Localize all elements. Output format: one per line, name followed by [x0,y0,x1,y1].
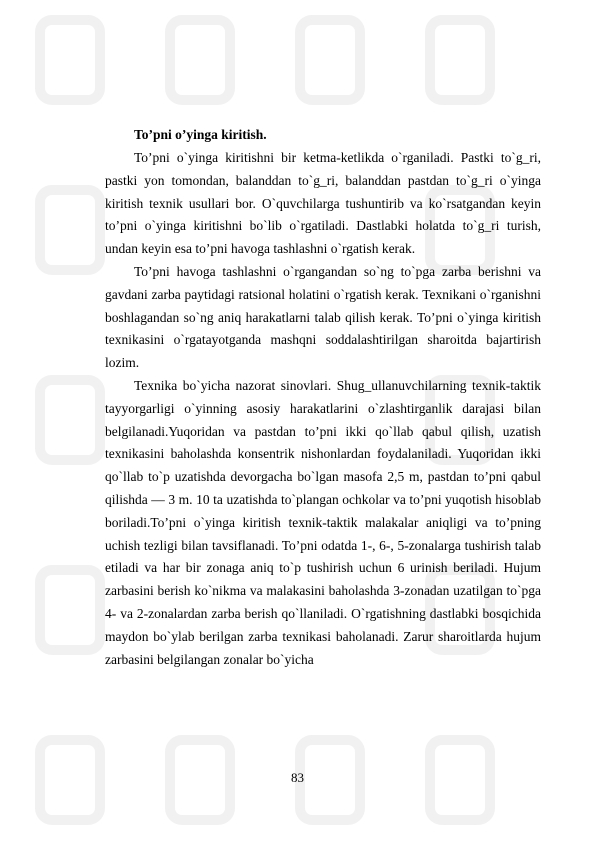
paragraph-1: To’pni o`yinga kiritishni bir ketma-ketlikda o`rganiladi. Pastki to`g_ri, pastki yon tomondan, balanddan to`g_ri, balanddan pastdan to`g_ri o`yinga kiritish texnik usullari bor. O`quvchilarga tushuntirib va ko`rsatgandan keyin to’pni o`yinga kiritishni bo`lib o`rgatiladi. Dastlabki holatda to`g_ri turish, undan keyin esa to’pni havoga tashlashni o`rgatish kerak. [105,150,541,257]
section-heading: To’pni o’yinga kiritish. [134,127,267,142]
paragraph-2: To’pni havoga tashlashni o`rgangandan so`ng to`pga zarba berishni va gavdani zarba paytidagi ratsional holatini o`rgatish kerak. Texnikani o`rganishni boshlagandan so`ng aniq harakatlarni talab qilish kerak. To’pni o`yinga kiritish texnikasini o`rgatayotganda mashqni soddalashtirilgan sharoitda bajartirish lozim. [105,263,541,371]
page-number: 83 [291,770,304,785]
document-body [105,125,541,671]
paragraph-3: Texnika bo`yicha nazorat sinovlari. Shug_ullanuvchilarning texnik-taktik tayyorgarligi o`yinning asosiy harakatlarini o`zlashtirganlik darajasi bilan belgilanadi.Yuqoridan va pastdan to’pni ikki qo`llab qabul qilish, uzatish texnikasini baholashda konsentrik nishonlardan foydalaniladi. Yuqoridan ikki qo`llab to`p uzatishda devorgacha bo`lgan masofa 2,5 m, pastdan to’pni qabul qilishda — 3 m. 10 ta uzatishda to`plangan ochkolar va to’pni yuqotish hisoblab boriladi.To’pni o`yinga kiritish texnik-taktik malakalar aniqligi va to’pning uchish tezligi bilan tavsiflanadi. To’pni odatda 1-, 6-, 5-zonalarga tushirish talab etiladi va har bir zonaga aniq to`p tushirish uchun 6 urinish beriladi. Hujum zarbasini berish ko`nikma va malakasini baholashda 3-zonadan uzatilgan to`pga 4- va 2-zonalardan zarba berish qo`llaniladi. O`rgatishning dastlabki bosqichida maydon bo`ylab berilgan zarba texnikasi baholanadi. Zarur sharoitlarda hujum zarbasini belgilangan zonalar bo`yicha [105,377,541,667]
